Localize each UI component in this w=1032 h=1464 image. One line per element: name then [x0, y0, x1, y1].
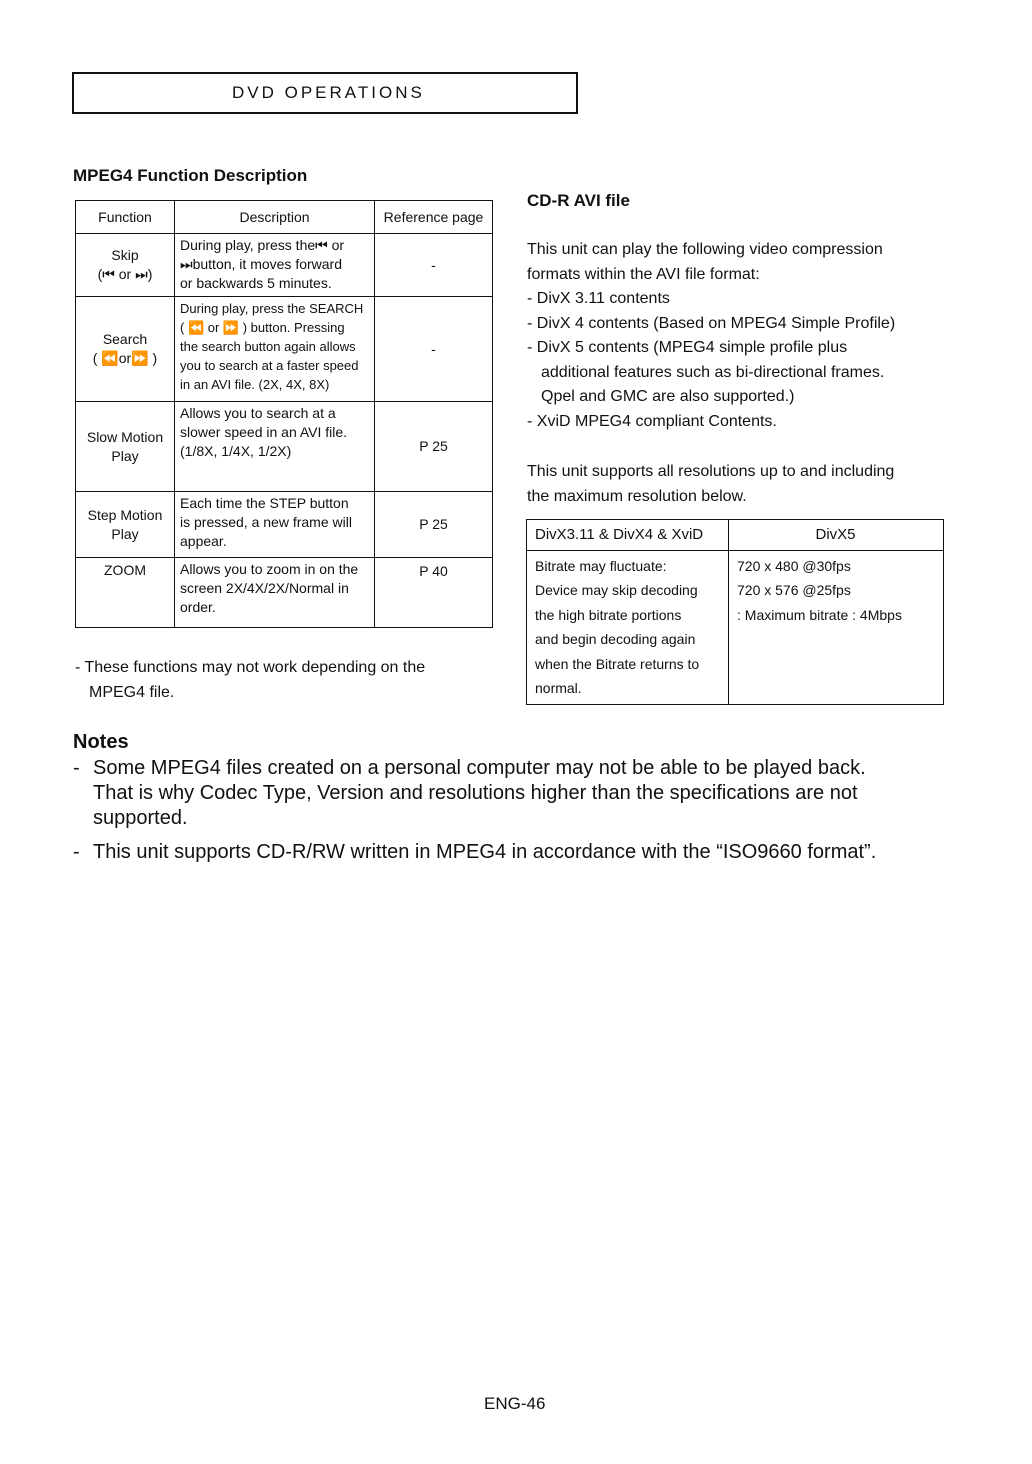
cell-line: 720 x 480 @30fps [737, 558, 851, 574]
notes-title: Notes [73, 731, 129, 753]
note-item [73, 756, 953, 831]
cell-line: when the Bitrate returns to [535, 655, 700, 672]
mpeg4-title: MPEG4 Function Description [73, 166, 308, 185]
description-line: or backwards 5 minutes. [180, 275, 332, 291]
cell-line: the high bitrate portions [535, 606, 682, 623]
cdr-resolution-text [527, 460, 894, 509]
section-header [72, 72, 578, 114]
description-cell [175, 234, 375, 297]
function-name: Step Motion [87, 506, 163, 523]
reference-cell: P 40 [375, 558, 493, 628]
table-row [76, 297, 493, 402]
footnote-line: MPEG4 file. [89, 683, 175, 701]
function-cell [76, 492, 175, 558]
cell-line: and begin decoding again [535, 631, 696, 648]
table-row [527, 551, 944, 705]
mpeg4-footnote [75, 656, 425, 705]
resolution-cell [729, 551, 944, 705]
format-item: - DivX 4 contents (Based on MPEG4 Simple Profile) [527, 314, 896, 332]
cell-line: : Maximum bitrate : 4Mbps [737, 606, 902, 623]
reference-cell: - [375, 297, 493, 402]
description-line: the search button again allows [180, 339, 356, 354]
column-header: DivX5 [729, 520, 944, 551]
cell-line: Bitrate may fluctuate: [535, 558, 667, 574]
column-header: Function [76, 201, 175, 234]
format-item: - XviD MPEG4 compliant Contents. [527, 412, 777, 430]
description-line: Each time the STEP button [180, 495, 349, 511]
format-item: - DivX 5 contents (MPEG4 simple profile plus [527, 339, 848, 356]
description-line: in an AVI file. (2X, 4X, 8X) [180, 377, 330, 392]
table-header-row [76, 201, 493, 234]
note-bullet: - [73, 841, 80, 863]
description-line: appear. [180, 533, 227, 549]
description-line: slower speed in an AVI file. [180, 424, 348, 440]
description-line: screen 2X/4X/2X/Normal in [180, 580, 349, 596]
cell-line: normal. [535, 680, 582, 697]
column-header: Reference page [375, 201, 493, 234]
divx-resolution-table [526, 519, 944, 705]
intro-line: This unit can play the following video compression [527, 241, 883, 258]
resolution-line: the maximum resolution below. [527, 487, 747, 505]
description-line: (1/8X, 1/4X, 1/2X) [180, 443, 292, 459]
format-item-continued: additional features such as bi-directional frames. [541, 363, 885, 381]
description-line: you to search at a faster speed [180, 358, 359, 373]
note-line: This unit supports CD-R/RW written in MPEG4 in accordance with the “ISO9660 format”. [93, 841, 877, 863]
description-cell [175, 297, 375, 402]
intro-line: formats within the AVI file format: [527, 265, 760, 283]
table-row [76, 234, 493, 297]
description-line: ⏭button, it moves forward [180, 256, 342, 272]
table-row [76, 402, 493, 492]
format-item: - DivX 3.11 contents [527, 290, 670, 307]
description-line: During play, press the⏮ or [180, 237, 345, 253]
function-name: Play [111, 525, 139, 542]
description-line: During play, press the SEARCH [180, 301, 364, 316]
function-cell [76, 558, 175, 628]
description-line: Allows you to search at a [180, 405, 336, 421]
column-header: DivX3.11 & DivX4 & XviD [527, 520, 729, 551]
cdr-intro [527, 238, 895, 434]
description-line: is pressed, a new frame will [180, 514, 352, 530]
note-line: That is why Codec Type, Version and resolutions higher than the specifications are not [93, 782, 858, 804]
note-line: Some MPEG4 files created on a personal computer may not be able to be played back. [93, 757, 866, 779]
footnote-line: - These functions may not work depending on the [75, 659, 426, 676]
description-line: ( ⏪ or ⏩ ) button. Pressing [180, 320, 345, 335]
function-name: Slow Motion [86, 428, 164, 445]
bitrate-notes-cell [527, 551, 729, 705]
function-cell [76, 297, 175, 402]
notes-list [73, 756, 953, 874]
function-name: Skip [111, 247, 139, 263]
note-bullet: - [73, 757, 80, 779]
description-cell [175, 492, 375, 558]
cdr-title: CD-R AVI file [527, 191, 630, 210]
table-row [76, 558, 493, 628]
table-row [76, 492, 493, 558]
page-number: ENG-46 [484, 1394, 546, 1413]
column-header: Description [175, 201, 375, 234]
description-line: order. [180, 599, 216, 615]
function-name: Search [102, 331, 148, 347]
reference-cell: P 25 [375, 402, 493, 492]
mpeg4-function-table [75, 200, 493, 628]
cell-line: 720 x 576 @25fps [737, 582, 851, 599]
table-header-row [527, 520, 944, 551]
function-cell [76, 402, 175, 492]
cell-line: Device may skip decoding [535, 582, 698, 599]
note-line: supported. [93, 807, 188, 829]
function-cell [76, 234, 175, 297]
function-name: ZOOM [104, 562, 146, 578]
function-name: Play [111, 447, 139, 464]
note-item [73, 840, 953, 865]
format-item-continued: Qpel and GMC are also supported.) [541, 388, 795, 405]
function-keys: ( ⏪or⏩ ) [92, 350, 158, 366]
description-cell [175, 558, 375, 628]
description-cell [175, 402, 375, 492]
resolution-line: This unit supports all resolutions up to and including [527, 463, 895, 480]
section-header-title: DVD OPERATIONS [232, 83, 425, 102]
reference-cell: P 25 [375, 492, 493, 558]
description-line: Allows you to zoom in on the [180, 561, 359, 577]
function-keys: (⏮ or ⏭) [97, 266, 153, 282]
reference-cell: - [375, 234, 493, 297]
